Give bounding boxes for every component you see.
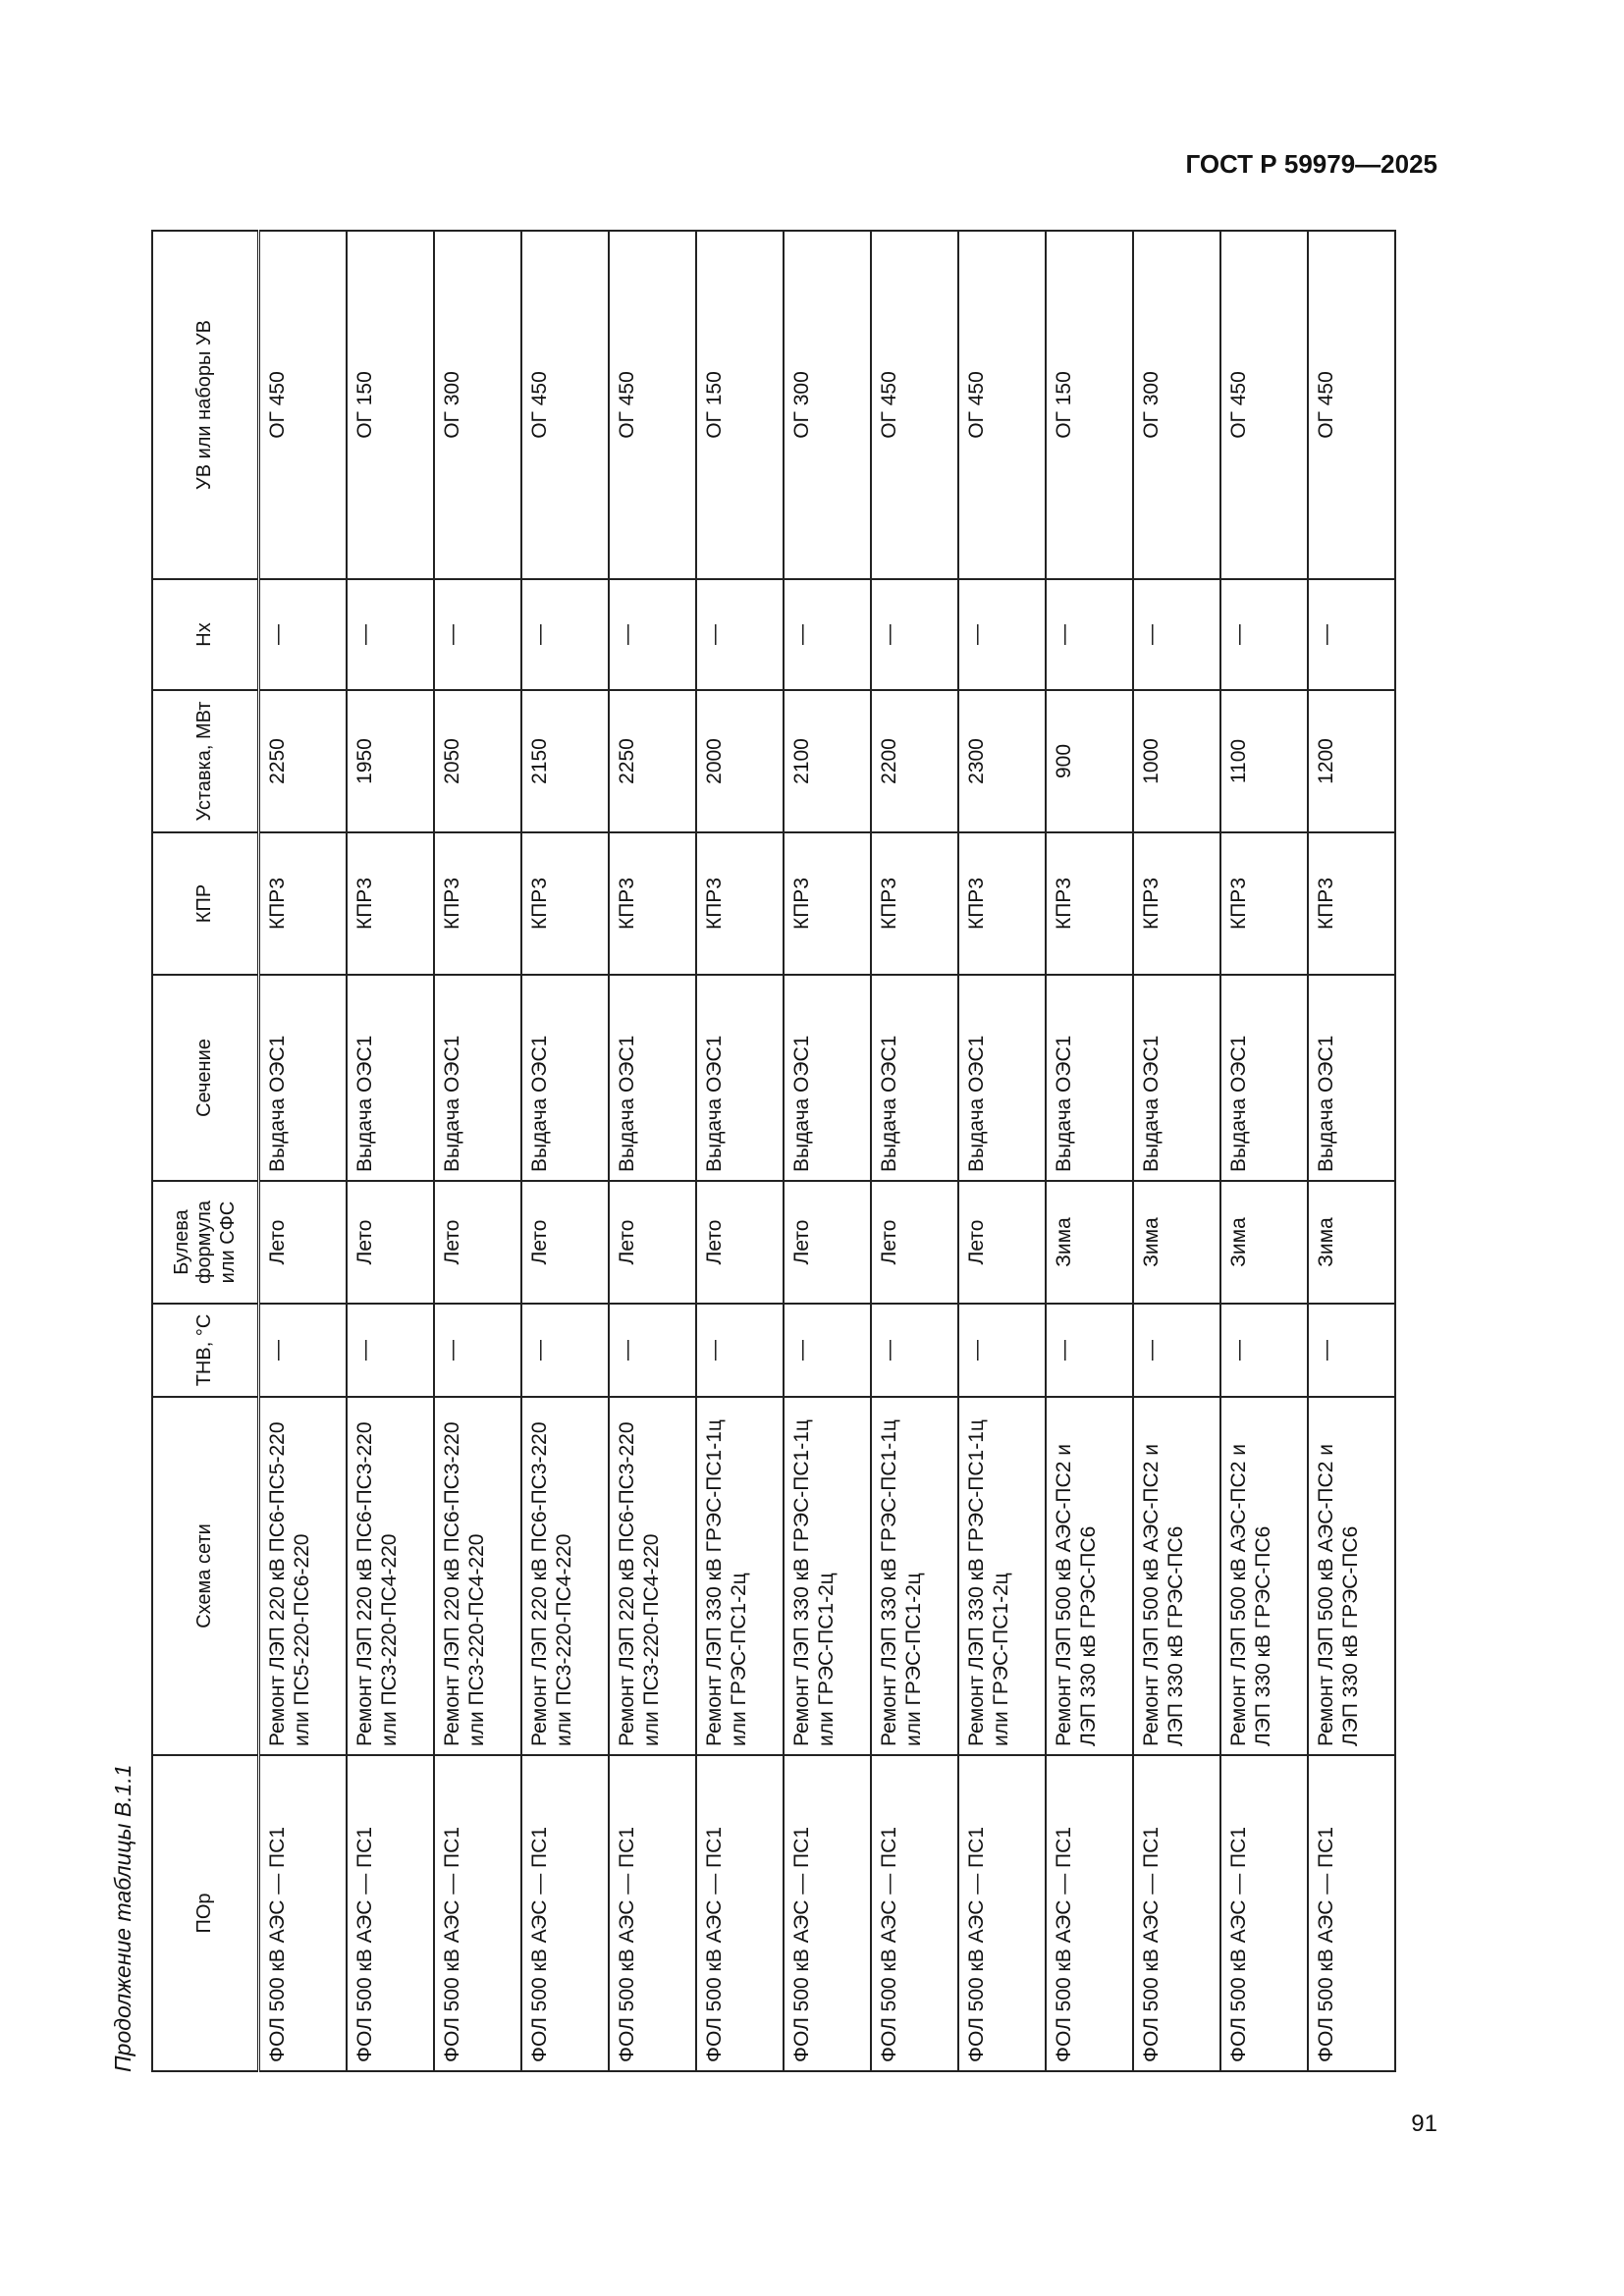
column-header: Схема сети <box>152 1397 259 1755</box>
table-cell: ОГ 450 <box>1308 231 1395 579</box>
column-header: Уставка, МВт <box>152 690 259 832</box>
table-header-row <box>152 231 259 2071</box>
table-cell: Ремонт ЛЭП 330 кВ ГРЭС-ПС1-1ц или ГРЭС-ПС1-2ц <box>784 1397 871 1755</box>
table-cell: ФОЛ 500 кВ АЭС — ПС1 <box>1308 1755 1395 2071</box>
table-cell: ОГ 450 <box>958 231 1046 579</box>
table-cell: ОГ 450 <box>259 231 348 579</box>
table-cell: Выдача ОЭС1 <box>347 975 434 1181</box>
table-cell: — <box>259 1304 348 1397</box>
table-cell: — <box>784 579 871 690</box>
table-cell: ФОЛ 500 кВ АЭС — ПС1 <box>347 1755 434 2071</box>
table-cell: ФОЛ 500 кВ АЭС — ПС1 <box>1220 1755 1308 2071</box>
table-cell: КПР3 <box>434 832 521 975</box>
table-cell: ФОЛ 500 кВ АЭС — ПС1 <box>871 1755 958 2071</box>
rotated-table-block <box>110 232 1435 2072</box>
table-cell: Лето <box>784 1181 871 1304</box>
column-header: КПР <box>152 832 259 975</box>
table-cell: ОГ 450 <box>1220 231 1308 579</box>
table-cell: Выдача ОЭС1 <box>1308 975 1395 1181</box>
table-cell: Ремонт ЛЭП 500 кВ АЭС-ПС2 и ЛЭП 330 кВ ГРЭС-ПС6 <box>1046 1397 1133 1755</box>
table-cell: Ремонт ЛЭП 220 кВ ПС6-ПС3-220 или ПС3-220-ПС4-220 <box>347 1397 434 1755</box>
table-cell: ФОЛ 500 кВ АЭС — ПС1 <box>1046 1755 1133 2071</box>
table-cell: — <box>871 579 958 690</box>
table-cell: Ремонт ЛЭП 220 кВ ПС6-ПС5-220 или ПС5-220-ПС6-220 <box>259 1397 348 1755</box>
table-row <box>1308 231 1395 2071</box>
table-cell: — <box>1133 1304 1220 1397</box>
table-cell: КПР3 <box>958 832 1046 975</box>
table-cell: — <box>347 1304 434 1397</box>
table-cell: Ремонт ЛЭП 220 кВ ПС6-ПС3-220 или ПС3-220-ПС4-220 <box>609 1397 696 1755</box>
table-cell: 2250 <box>259 690 348 832</box>
table-body <box>259 231 1396 2071</box>
table-cell: ФОЛ 500 кВ АЭС — ПС1 <box>609 1755 696 2071</box>
table-cell: КПР3 <box>1133 832 1220 975</box>
table-cell: КПР3 <box>696 832 784 975</box>
table-cell: 1950 <box>347 690 434 832</box>
table-cell: — <box>871 1304 958 1397</box>
table-cell: — <box>1220 1304 1308 1397</box>
table-cell: Лето <box>871 1181 958 1304</box>
table-cell: Выдача ОЭС1 <box>609 975 696 1181</box>
table-cell: ОГ 150 <box>696 231 784 579</box>
table-cell: ФОЛ 500 кВ АЭС — ПС1 <box>521 1755 609 2071</box>
table-cell: Ремонт ЛЭП 330 кВ ГРЭС-ПС1-1ц или ГРЭС-ПС1-2ц <box>958 1397 1046 1755</box>
table-cell: Выдача ОЭС1 <box>1046 975 1133 1181</box>
table-cell: ОГ 300 <box>784 231 871 579</box>
column-header: Нх <box>152 579 259 690</box>
table-cell: ОГ 450 <box>871 231 958 579</box>
table-cell: — <box>259 579 348 690</box>
table-cell: Выдача ОЭС1 <box>1133 975 1220 1181</box>
table-cell: ФОЛ 500 кВ АЭС — ПС1 <box>259 1755 348 2071</box>
table-cell: — <box>609 1304 696 1397</box>
table-cell: ФОЛ 500 кВ АЭС — ПС1 <box>784 1755 871 2071</box>
column-header: ПОр <box>152 1755 259 2071</box>
table-row <box>434 231 521 2071</box>
document-standard-header: ГОСТ Р 59979—2025 <box>1185 149 1437 179</box>
table-cell: — <box>1133 579 1220 690</box>
table-cell: Лето <box>958 1181 1046 1304</box>
table-cell: Ремонт ЛЭП 220 кВ ПС6-ПС3-220 или ПС3-220-ПС4-220 <box>434 1397 521 1755</box>
table-cell: Лето <box>347 1181 434 1304</box>
table-cell: 1200 <box>1308 690 1395 832</box>
table-cell: — <box>958 579 1046 690</box>
table-cell: Ремонт ЛЭП 330 кВ ГРЭС-ПС1-1ц или ГРЭС-ПС1-2ц <box>696 1397 784 1755</box>
table-cell: Лето <box>259 1181 348 1304</box>
table-cell: ФОЛ 500 кВ АЭС — ПС1 <box>1133 1755 1220 2071</box>
table-cell: Зима <box>1220 1181 1308 1304</box>
table-cell: КПР3 <box>1308 832 1395 975</box>
data-table <box>151 230 1396 2072</box>
table-cell: Зима <box>1133 1181 1220 1304</box>
table-row <box>1220 231 1308 2071</box>
table-cell: 2050 <box>434 690 521 832</box>
table-row <box>1046 231 1133 2071</box>
table-cell: 2100 <box>784 690 871 832</box>
table-row <box>259 231 348 2071</box>
table-row <box>1133 231 1220 2071</box>
column-header: ТНВ, °С <box>152 1304 259 1397</box>
table-cell: КПР3 <box>871 832 958 975</box>
table-cell: — <box>1046 579 1133 690</box>
table-cell: Выдача ОЭС1 <box>696 975 784 1181</box>
table-cell: Зима <box>1308 1181 1395 1304</box>
table-cell: Выдача ОЭС1 <box>1220 975 1308 1181</box>
table-cell: — <box>434 1304 521 1397</box>
table-cell: — <box>347 579 434 690</box>
table-cell: Ремонт ЛЭП 500 кВ АЭС-ПС2 и ЛЭП 330 кВ ГРЭС-ПС6 <box>1220 1397 1308 1755</box>
table-row <box>784 231 871 2071</box>
table-cell: Выдача ОЭС1 <box>871 975 958 1181</box>
table-cell: — <box>521 579 609 690</box>
table-caption: Продолжение таблицы В.1.1 <box>110 1764 135 2072</box>
table-cell: ОГ 450 <box>521 231 609 579</box>
table-cell: ОГ 300 <box>434 231 521 579</box>
table-row <box>871 231 958 2071</box>
table-cell: Выдача ОЭС1 <box>434 975 521 1181</box>
table-cell: Лето <box>521 1181 609 1304</box>
table-cell: 900 <box>1046 690 1133 832</box>
table-cell: Ремонт ЛЭП 500 кВ АЭС-ПС2 и ЛЭП 330 кВ ГРЭС-ПС6 <box>1308 1397 1395 1755</box>
table-cell: КПР3 <box>1220 832 1308 975</box>
table-cell: КПР3 <box>784 832 871 975</box>
table-cell: ОГ 150 <box>1046 231 1133 579</box>
table-cell: Лето <box>609 1181 696 1304</box>
table-cell: — <box>1046 1304 1133 1397</box>
table-cell: — <box>521 1304 609 1397</box>
table-cell: ФОЛ 500 кВ АЭС — ПС1 <box>696 1755 784 2071</box>
table-cell: 2000 <box>696 690 784 832</box>
table-cell: 2300 <box>958 690 1046 832</box>
table-cell: ОГ 450 <box>609 231 696 579</box>
column-header: УВ или наборы УВ <box>152 231 259 579</box>
table-cell: ФОЛ 500 кВ АЭС — ПС1 <box>434 1755 521 2071</box>
table-cell: КПР3 <box>1046 832 1133 975</box>
table-cell: Выдача ОЭС1 <box>784 975 871 1181</box>
table-cell: Лето <box>696 1181 784 1304</box>
table-cell: 2250 <box>609 690 696 832</box>
table-cell: — <box>958 1304 1046 1397</box>
table-cell: КПР3 <box>347 832 434 975</box>
table-cell: — <box>1220 579 1308 690</box>
table-cell: Ремонт ЛЭП 220 кВ ПС6-ПС3-220 или ПС3-220-ПС4-220 <box>521 1397 609 1755</box>
table-cell: КПР3 <box>521 832 609 975</box>
table-cell: Ремонт ЛЭП 500 кВ АЭС-ПС2 и ЛЭП 330 кВ ГРЭС-ПС6 <box>1133 1397 1220 1755</box>
table-cell: — <box>696 579 784 690</box>
table-cell: КПР3 <box>259 832 348 975</box>
table-cell: 2150 <box>521 690 609 832</box>
table-cell: — <box>609 579 696 690</box>
table-cell: Зима <box>1046 1181 1133 1304</box>
table-cell: Выдача ОЭС1 <box>259 975 348 1181</box>
table-cell: — <box>696 1304 784 1397</box>
table-cell: ОГ 150 <box>347 231 434 579</box>
table-cell: — <box>1308 579 1395 690</box>
column-header: Булева формула или СФС <box>152 1181 259 1304</box>
column-header: Сечение <box>152 975 259 1181</box>
table-row <box>521 231 609 2071</box>
table-row <box>696 231 784 2071</box>
table-cell: 1100 <box>1220 690 1308 832</box>
table-row <box>347 231 434 2071</box>
table-cell: ФОЛ 500 кВ АЭС — ПС1 <box>958 1755 1046 2071</box>
table-cell: ОГ 300 <box>1133 231 1220 579</box>
table-row <box>609 231 696 2071</box>
table-cell: Ремонт ЛЭП 330 кВ ГРЭС-ПС1-1ц или ГРЭС-ПС1-2ц <box>871 1397 958 1755</box>
table-cell: — <box>784 1304 871 1397</box>
table-cell: — <box>434 579 521 690</box>
table-cell: Лето <box>434 1181 521 1304</box>
page-number: 91 <box>1411 2110 1437 2137</box>
table-cell: КПР3 <box>609 832 696 975</box>
table-cell: 1000 <box>1133 690 1220 832</box>
table-row <box>958 231 1046 2071</box>
table-cell: Выдача ОЭС1 <box>521 975 609 1181</box>
table-cell: 2200 <box>871 690 958 832</box>
table-cell: Выдача ОЭС1 <box>958 975 1046 1181</box>
table-cell: — <box>1308 1304 1395 1397</box>
